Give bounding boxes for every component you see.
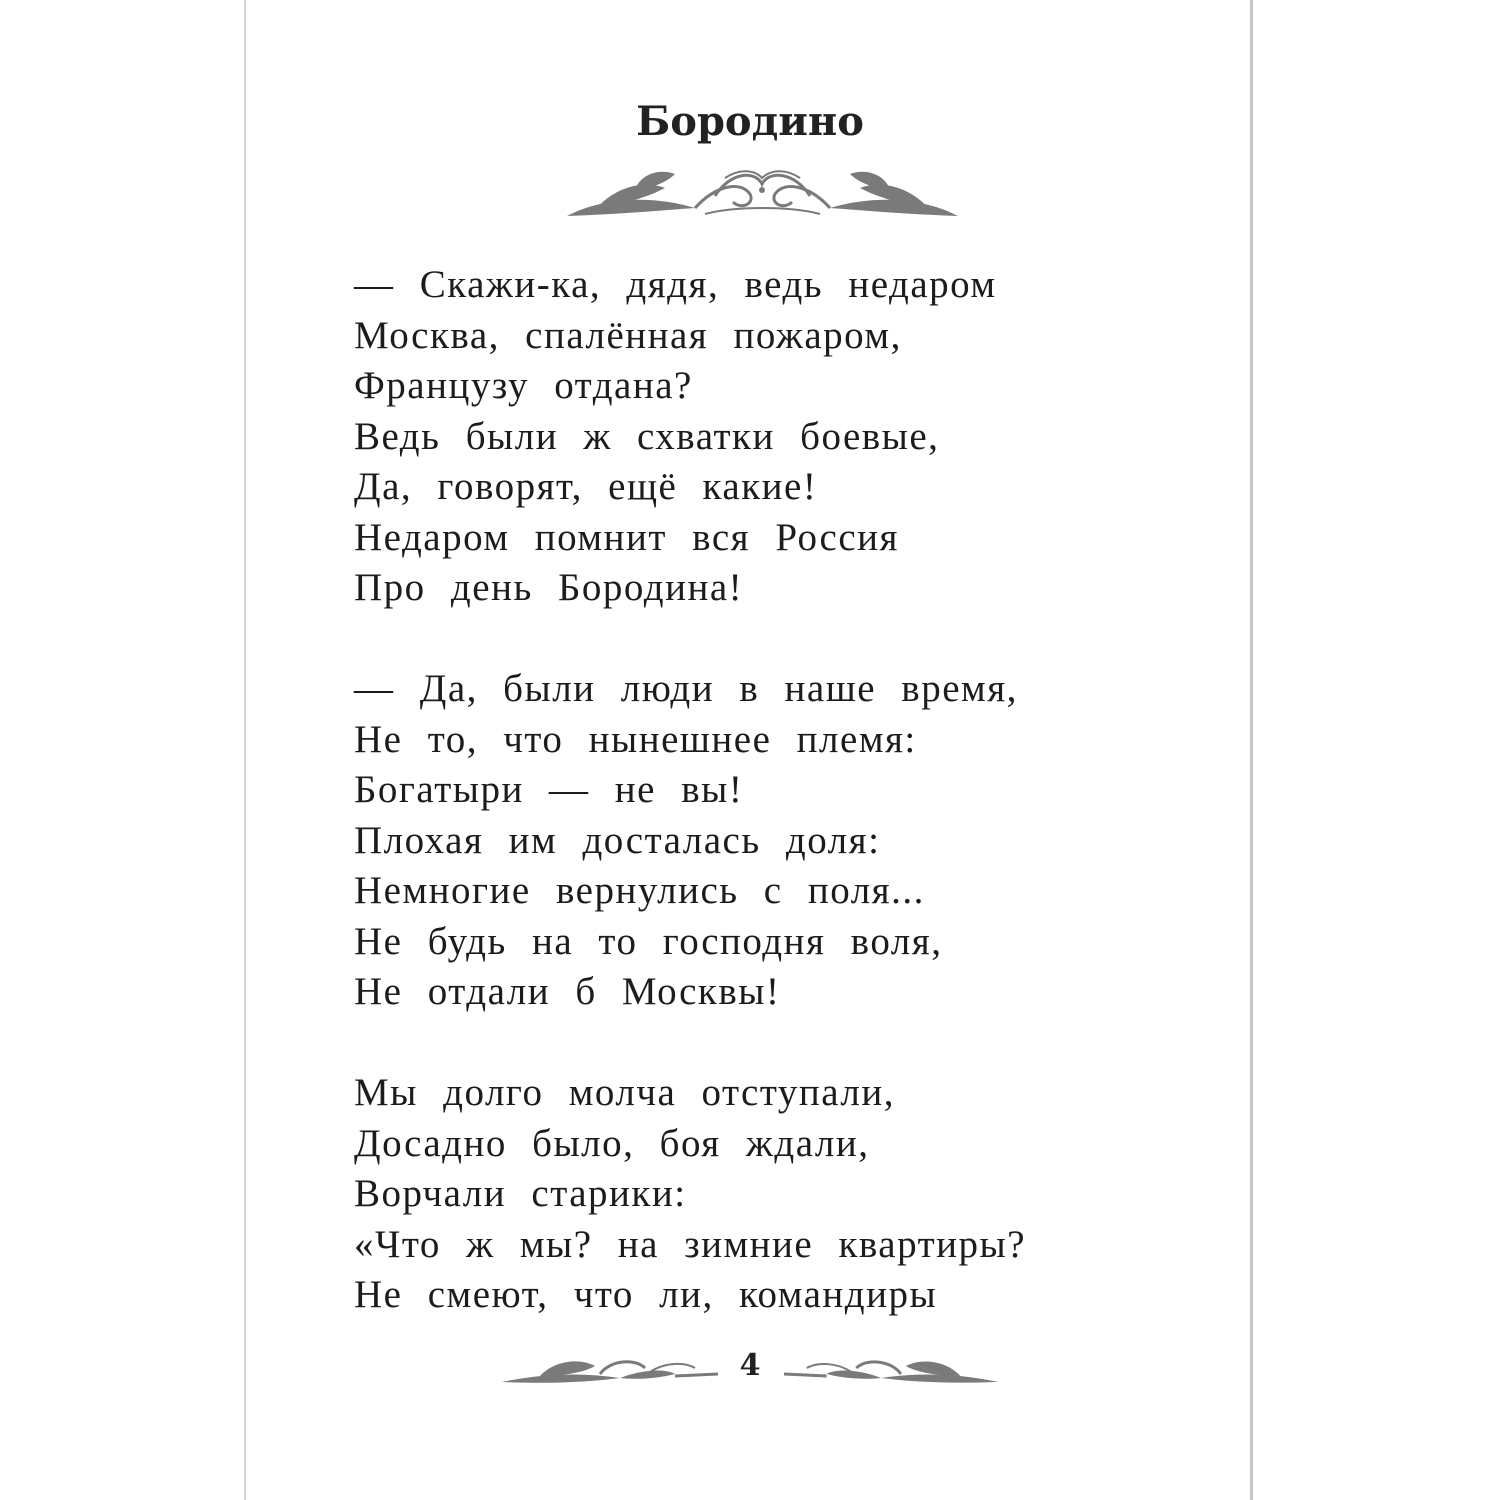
poem-line: Да, говорят, ещё какие! (354, 465, 818, 508)
page-footer (500, 1346, 1000, 1398)
poem-line: — Скажи-ка, дядя, ведь недаром (354, 263, 997, 306)
poem-line: Не будь на то господня воля, (354, 919, 943, 963)
poem-line: Не смеют, что ли, командиры (354, 1273, 938, 1316)
poem-line: Плохая им досталась доля: (354, 818, 881, 862)
poem-line: Мы долго молча отступали, (354, 1071, 895, 1114)
footer-left-flourish-ornament (500, 1352, 720, 1392)
stanza-3 (354, 1068, 1234, 1321)
poem-line: «Что ж мы? на зимние квартиры? (354, 1222, 1027, 1266)
page-left-edge (244, 0, 246, 1500)
poem-line: Не отдали б Москвы! (354, 970, 781, 1013)
title-flourish-ornament (565, 166, 960, 224)
poem-line: Москва, спалённая пожаром, (354, 313, 902, 357)
stanza-2 (354, 664, 1234, 1018)
poem-line: Немногие вернулись с поля... (354, 869, 925, 912)
poem-line: Ведь были ж схватки боевые, (354, 414, 940, 458)
page-right-edge (1250, 0, 1253, 1500)
poem-line: Недаром помнит вся Россия (354, 515, 899, 559)
footer-right-flourish-ornament (782, 1352, 1000, 1392)
poem-line: Французу отдана? (354, 364, 693, 407)
page-number: 4 (739, 1348, 761, 1383)
poem-line: Богатыри — не вы! (354, 768, 744, 811)
poem-body (354, 260, 1234, 1321)
poem-title: Бородино (636, 98, 864, 145)
poem-line: Не то, что нынешнее племя: (354, 717, 917, 761)
poem-line: Ворчали старики: (354, 1172, 687, 1215)
stanza-1 (354, 260, 1234, 614)
poem-line: Про день Бородина! (354, 566, 744, 609)
poem-line: — Да, были люди в наше время, (354, 667, 1018, 710)
poem-line: Досадно было, боя ждали, (354, 1121, 870, 1165)
